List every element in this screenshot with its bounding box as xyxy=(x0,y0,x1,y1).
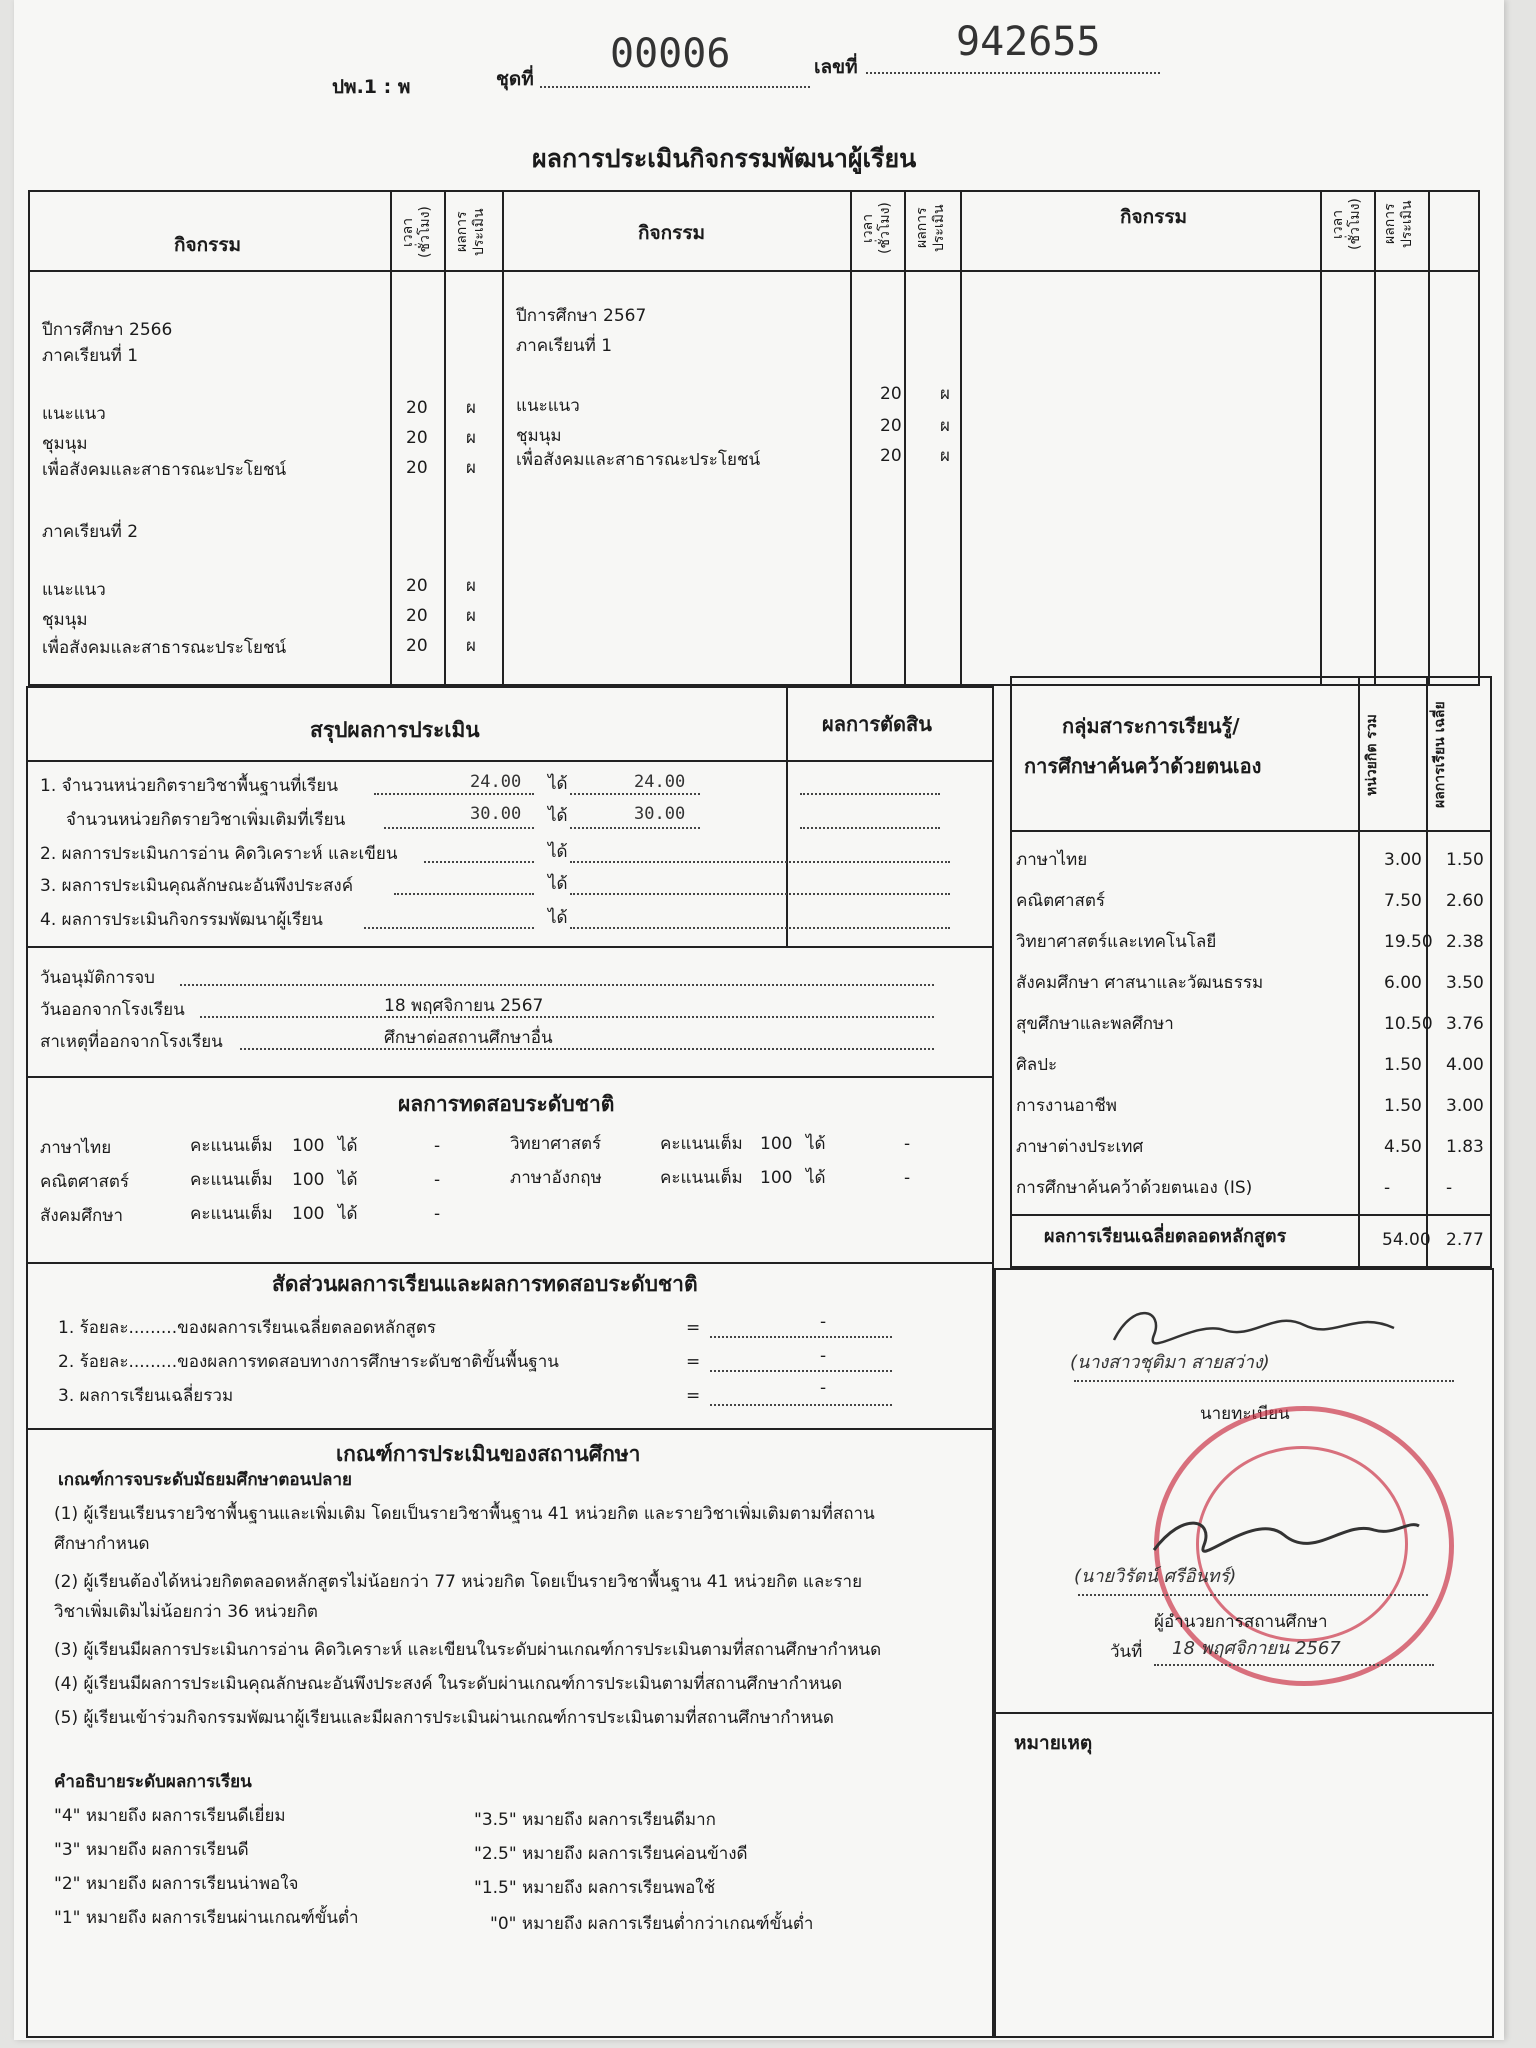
national-subject: คณิตศาสตร์ xyxy=(40,1172,130,1192)
approve-label: วันอนุมัติการจบ xyxy=(40,968,155,988)
semester-label: ภาคเรียนที่ 1 xyxy=(42,346,139,366)
dotted-line xyxy=(710,1370,892,1372)
subject-credits: 7.50 xyxy=(1384,891,1422,911)
activity-hours: 20 xyxy=(406,398,428,418)
national-subject: ภาษาไทย xyxy=(40,1138,112,1158)
activity-result: ผ xyxy=(466,398,476,418)
divider xyxy=(26,946,994,948)
subject-name: สุขศึกษาและพลศึกษา xyxy=(1016,1014,1174,1034)
got-label: ได้ xyxy=(548,908,568,928)
subject-credits: 1.50 xyxy=(1384,1055,1422,1075)
dotted-line xyxy=(570,861,950,863)
subject-name: คณิตศาสตร์ xyxy=(1016,891,1106,911)
divider xyxy=(786,686,788,946)
divider xyxy=(850,190,852,686)
subject-grade: 1.83 xyxy=(1446,1137,1484,1157)
equals-sign: = xyxy=(686,1386,701,1406)
proportion-title: สัดส่วนผลการเรียนและผลการทดสอบระดับชาติ xyxy=(272,1272,698,1296)
divider xyxy=(1320,190,1322,686)
subject-name: ภาษาต่างประเทศ xyxy=(1016,1137,1144,1157)
form-code: ปพ.1 : พ xyxy=(332,76,411,98)
dotted-line xyxy=(570,793,700,795)
subjects-title: การศึกษาค้นคว้าด้วยตนเอง xyxy=(1024,754,1262,778)
summary-title: สรุปผลการประเมิน xyxy=(310,718,480,742)
dotted-line xyxy=(570,827,700,829)
reason-label: สาเหตุที่ออกจากโรงเรียน xyxy=(40,1032,223,1052)
national-score: - xyxy=(904,1134,911,1154)
proportion-value: - xyxy=(820,1378,827,1398)
got-label: ได้ xyxy=(338,1136,358,1156)
activity-result: ผ xyxy=(466,458,476,478)
national-subject: วิทยาศาสตร์ xyxy=(510,1134,602,1154)
divider xyxy=(1010,830,1492,832)
document-number: 942655 xyxy=(956,19,1101,65)
full-score: 100 xyxy=(760,1134,793,1154)
criteria-item: (1) ผู้เรียนเรียนรายวิชาพื้นฐานและเพิ่มเติม โดยเป็นรายวิชาพื้นฐาน 41 หน่วยกิต และรายวิชาเพิ่มเติมตามที่สถาน xyxy=(54,1504,875,1524)
remarks-label: หมายเหตุ xyxy=(1014,1732,1093,1754)
reason-value: ศึกษาต่อสถานศึกษาอื่น xyxy=(384,1028,553,1048)
subject-grade: 2.38 xyxy=(1446,932,1484,952)
number-label: เลขที่ xyxy=(814,56,858,78)
activity-name: แนะแนว xyxy=(516,396,580,416)
grade-desc: "1" หมายถึง ผลการเรียนผ่านเกณฑ์ขั้นต่ำ xyxy=(54,1908,359,1928)
year-label: ปีการศึกษา 2566 xyxy=(42,320,173,340)
col-result-header: ผลการ ประเมิน xyxy=(914,204,947,252)
equals-sign: = xyxy=(686,1352,701,1372)
subject-credits: 19.50 xyxy=(1384,932,1433,952)
col-credits-header: หน่วยกิต รวม xyxy=(1364,714,1380,796)
activity-hours: 20 xyxy=(406,428,428,448)
national-score: - xyxy=(434,1136,441,1156)
divider xyxy=(26,1076,994,1078)
divider xyxy=(1426,676,1428,1268)
date-value: 18 พฤศจิกายน 2567 xyxy=(1172,1638,1341,1659)
dotted-line xyxy=(384,827,534,829)
full-score: 100 xyxy=(292,1170,325,1190)
summary-row1b-label: จำนวนหน่วยกิตรายวิชาเพิ่มเติมที่เรียน xyxy=(66,810,346,830)
got-label: ได้ xyxy=(548,774,568,794)
subject-grade: 1.50 xyxy=(1446,850,1484,870)
activities-title: ผลการประเมินกิจกรรมพัฒนาผู้เรียน xyxy=(532,144,917,173)
criteria-item: (3) ผู้เรียนมีผลการประเมินการอ่าน คิดวิเคราะห์ และเขียนในระดับผ่านเกณฑ์การประเมินตามที่สถานศึกษากำหนด xyxy=(54,1640,882,1660)
dotted-line xyxy=(374,793,534,795)
subject-grade: 2.60 xyxy=(1446,891,1484,911)
proportion-row: 1. ร้อยละ.........ของผลการเรียนเฉลี่ยตลอดหลักสูตร xyxy=(58,1318,437,1338)
grade-desc: "4" หมายถึง ผลการเรียนดีเยี่ยม xyxy=(54,1806,286,1826)
grade-desc: "2.5" หมายถึง ผลการเรียนค่อนข้างดี xyxy=(474,1844,748,1864)
subject-grade: 4.00 xyxy=(1446,1055,1484,1075)
grade-desc: "3.5" หมายถึง ผลการเรียนดีมาก xyxy=(474,1810,716,1830)
activity-name: ชุมนุม xyxy=(42,610,88,630)
col-time-header: เวลา (ชั่วโมง) xyxy=(1330,198,1363,250)
dotted-line xyxy=(710,1404,892,1406)
divider xyxy=(1358,676,1360,1268)
activity-hours: 20 xyxy=(880,416,902,436)
total-credits: 54.00 xyxy=(1382,1230,1431,1250)
subject-name: วิทยาศาสตร์และเทคโนโลยี xyxy=(1016,932,1217,952)
full-score-label: คะแนนเต็ม xyxy=(660,1134,743,1154)
activity-name: เพื่อสังคมและสาธารณะประโยชน์ xyxy=(516,450,761,470)
semester-label: ภาคเรียนที่ 1 xyxy=(516,336,613,356)
activity-result: ผ xyxy=(940,446,950,466)
grade-desc: "2" หมายถึง ผลการเรียนน่าพอใจ xyxy=(54,1874,299,1894)
national-subject: ภาษาอังกฤษ xyxy=(510,1168,602,1188)
activity-name: ชุมนุม xyxy=(516,426,562,446)
activity-hours: 20 xyxy=(406,458,428,478)
dotted-line xyxy=(180,984,934,986)
dotted-line xyxy=(1074,1380,1454,1382)
col-time-header: เวลา (ชั่วโมง) xyxy=(860,202,893,254)
activity-name: ชุมนุม xyxy=(42,434,88,454)
divider xyxy=(1010,1214,1492,1216)
activity-hours: 20 xyxy=(406,606,428,626)
activities-header-line xyxy=(28,270,1480,272)
activity-name: เพื่อสังคมและสาธารณะประโยชน์ xyxy=(42,638,287,658)
col-result-header: ผลการ ประเมิน xyxy=(454,208,487,256)
director-title: ผู้อำนวยการสถานศึกษา xyxy=(1154,1612,1328,1632)
summary-row1b-got: 30.00 xyxy=(634,804,686,824)
divider xyxy=(1374,190,1376,686)
divider xyxy=(960,190,962,686)
divider xyxy=(1428,190,1430,686)
got-label: ได้ xyxy=(548,806,568,826)
director-name: (นายวิรัตน์ ศรีอินทร์) xyxy=(1074,1566,1237,1587)
col-activity-header: กิจกรรม xyxy=(174,234,242,256)
leave-value: 18 พฤศจิกายน 2567 xyxy=(384,996,544,1016)
transcript-page xyxy=(14,0,1504,2040)
divider xyxy=(26,760,994,762)
got-label: ได้ xyxy=(338,1170,358,1190)
set-label: ชุดที่ xyxy=(496,68,534,90)
col-activity-header: กิจกรรม xyxy=(638,222,706,244)
grade-desc: "0" หมายถึง ผลการเรียนต่ำกว่าเกณฑ์ขั้นต่ำ xyxy=(490,1914,814,1934)
activity-result: ผ xyxy=(466,636,476,656)
divider xyxy=(904,190,906,686)
col-grade-header: ผลการเรียน เฉลี่ย xyxy=(1432,701,1448,809)
semester-label: ภาคเรียนที่ 2 xyxy=(42,522,139,542)
subject-credits: 3.00 xyxy=(1384,850,1422,870)
proportion-row: 2. ร้อยละ.........ของผลการทดสอบทางการศึกษาระดับชาติขั้นพื้นฐาน xyxy=(58,1352,559,1372)
criteria-item: (4) ผู้เรียนมีผลการประเมินคุณลักษณะอันพึงประสงค์ ในระดับผ่านเกณฑ์การประเมินตามที่สถานศึกษากำหนด xyxy=(54,1674,843,1694)
criteria-item: วิชาเพิ่มเติมไม่น้อยกว่า 36 หน่วยกิต xyxy=(54,1602,318,1622)
activities-table xyxy=(28,190,1480,686)
set-number: 00006 xyxy=(610,31,731,77)
activity-result: ผ xyxy=(466,606,476,626)
criteria-item: (5) ผู้เรียนเข้าร่วมกิจกรรมพัฒนาผู้เรียนและมีผลการประเมินผ่านเกณฑ์การประเมินตามที่สถานศึกษากำหนด xyxy=(54,1708,834,1728)
full-score-label: คะแนนเต็ม xyxy=(190,1204,273,1224)
national-subject: สังคมศึกษา xyxy=(40,1206,124,1226)
divider xyxy=(502,190,504,686)
activity-name: แนะแนว xyxy=(42,580,106,600)
summary-row1-label: 1. จำนวนหน่วยกิตรายวิชาพื้นฐานที่เรียน xyxy=(40,776,338,796)
subject-credits: 6.00 xyxy=(1384,973,1422,993)
activity-name: แนะแนว xyxy=(42,404,106,424)
activity-result: ผ xyxy=(466,428,476,448)
date-label: วันที่ xyxy=(1110,1642,1143,1662)
activity-result: ผ xyxy=(940,416,950,436)
subject-name: สังคมศึกษา ศาสนาและวัฒนธรรม xyxy=(1016,973,1264,993)
dotted-line xyxy=(364,927,534,929)
full-score-label: คะแนนเต็ม xyxy=(660,1168,743,1188)
divider xyxy=(390,190,392,686)
got-label: ได้ xyxy=(806,1134,826,1154)
summary-row4-label: 4. ผลการประเมินกิจกรรมพัฒนาผู้เรียน xyxy=(40,910,323,930)
summary-row3-label: 3. ผลการประเมินคุณลักษณะอันพึงประสงค์ xyxy=(40,876,354,896)
dotted-line xyxy=(1154,1664,1434,1666)
dotted-line xyxy=(800,827,940,829)
activity-name: เพื่อสังคมและสาธารณะประโยชน์ xyxy=(42,460,287,480)
got-label: ได้ xyxy=(548,842,568,862)
got-label: ได้ xyxy=(806,1168,826,1188)
subject-name: การศึกษาค้นคว้าด้วยตนเอง (IS) xyxy=(1016,1178,1253,1198)
col-result-header: ผลการ ประเมิน xyxy=(1382,200,1415,248)
leave-label: วันออกจากโรงเรียน xyxy=(40,1000,185,1020)
divider xyxy=(26,1262,994,1264)
dotted-line xyxy=(424,861,534,863)
grade-desc: "1.5" หมายถึง ผลการเรียนพอใช้ xyxy=(474,1878,716,1898)
dotted-line xyxy=(570,927,950,929)
dotted-line xyxy=(710,1336,892,1338)
subject-name: ภาษาไทย xyxy=(1016,850,1088,870)
full-score-label: คะแนนเต็ม xyxy=(190,1136,273,1156)
divider xyxy=(444,190,446,686)
summary-row1-got: 24.00 xyxy=(634,772,686,792)
summary-row2-label: 2. ผลการประเมินการอ่าน คิดวิเคราะห์ และเขียน xyxy=(40,844,398,864)
got-label: ได้ xyxy=(338,1204,358,1224)
subjects-title: กลุ่มสาระการเรียนรู้/ xyxy=(1062,714,1240,738)
full-score-label: คะแนนเต็ม xyxy=(190,1170,273,1190)
subject-credits: - xyxy=(1384,1178,1391,1198)
divider xyxy=(26,1428,994,1430)
criteria-item: (2) ผู้เรียนต้องได้หน่วยกิตตลอดหลักสูตรไม่น้อยกว่า 77 หน่วยกิต โดยเป็นรายวิชาพื้นฐาน 41 หน่วยกิต และราย xyxy=(54,1572,863,1592)
total-grade: 2.77 xyxy=(1446,1230,1484,1250)
col-activity-header: กิจกรรม xyxy=(1120,206,1188,228)
subject-credits: 10.50 xyxy=(1384,1014,1433,1034)
registrar-title: นายทะเบียน xyxy=(1200,1404,1290,1424)
dotted-line xyxy=(394,893,534,895)
dotted-line xyxy=(800,793,940,795)
subject-credits: 4.50 xyxy=(1384,1137,1422,1157)
number-underline xyxy=(866,72,1160,74)
divider xyxy=(994,1712,1494,1714)
proportion-row: 3. ผลการเรียนเฉลี่ยรวม xyxy=(58,1386,234,1406)
col-time-header: เวลา (ชั่วโมง) xyxy=(400,206,433,258)
activity-hours: 20 xyxy=(406,576,428,596)
proportion-value: - xyxy=(820,1312,827,1332)
subject-grade: 3.50 xyxy=(1446,973,1484,993)
criteria-title: เกณฑ์การประเมินของสถานศึกษา xyxy=(336,1442,641,1466)
set-underline xyxy=(540,86,810,88)
decision-title: ผลการตัดสิน xyxy=(822,712,932,736)
grade-title: คำอธิบายระดับผลการเรียน xyxy=(54,1772,252,1792)
dotted-line xyxy=(200,1016,934,1018)
dotted-line xyxy=(240,1048,934,1050)
full-score: 100 xyxy=(292,1136,325,1156)
summary-row1-value: 24.00 xyxy=(470,772,522,792)
subject-credits: 1.50 xyxy=(1384,1096,1422,1116)
subject-name: ศิลปะ xyxy=(1016,1055,1058,1075)
dotted-line xyxy=(1078,1594,1428,1596)
activity-hours: 20 xyxy=(880,446,902,466)
subject-name: การงานอาชีพ xyxy=(1016,1096,1117,1116)
criteria-item: ศึกษากำหนด xyxy=(54,1534,150,1554)
grade-desc: "3" หมายถึง ผลการเรียนดี xyxy=(54,1840,249,1860)
year-label: ปีการศึกษา 2567 xyxy=(516,306,647,326)
national-score: - xyxy=(434,1170,441,1190)
got-label: ได้ xyxy=(548,874,568,894)
total-label: ผลการเรียนเฉลี่ยตลอดหลักสูตร xyxy=(1044,1226,1287,1247)
criteria-subtitle: เกณฑ์การจบระดับมัธยมศึกษาตอนปลาย xyxy=(58,1470,352,1490)
subject-grade: - xyxy=(1446,1178,1453,1198)
equals-sign: = xyxy=(686,1318,701,1338)
national-score: - xyxy=(904,1168,911,1188)
activity-hours: 20 xyxy=(406,636,428,656)
full-score: 100 xyxy=(292,1204,325,1224)
national-score: - xyxy=(434,1204,441,1224)
activity-result: ผ xyxy=(466,576,476,596)
activity-hours: 20 xyxy=(880,384,902,404)
registrar-name: (นางสาวชุติมา สายสว่าง) xyxy=(1070,1352,1270,1373)
activity-result: ผ xyxy=(940,384,950,404)
subject-grade: 3.76 xyxy=(1446,1014,1484,1034)
proportion-value: - xyxy=(820,1346,827,1366)
national-test-title: ผลการทดสอบระดับชาติ xyxy=(398,1092,615,1116)
subject-grade: 3.00 xyxy=(1446,1096,1484,1116)
summary-row1b-value: 30.00 xyxy=(470,804,522,824)
dotted-line xyxy=(570,893,950,895)
full-score: 100 xyxy=(760,1168,793,1188)
